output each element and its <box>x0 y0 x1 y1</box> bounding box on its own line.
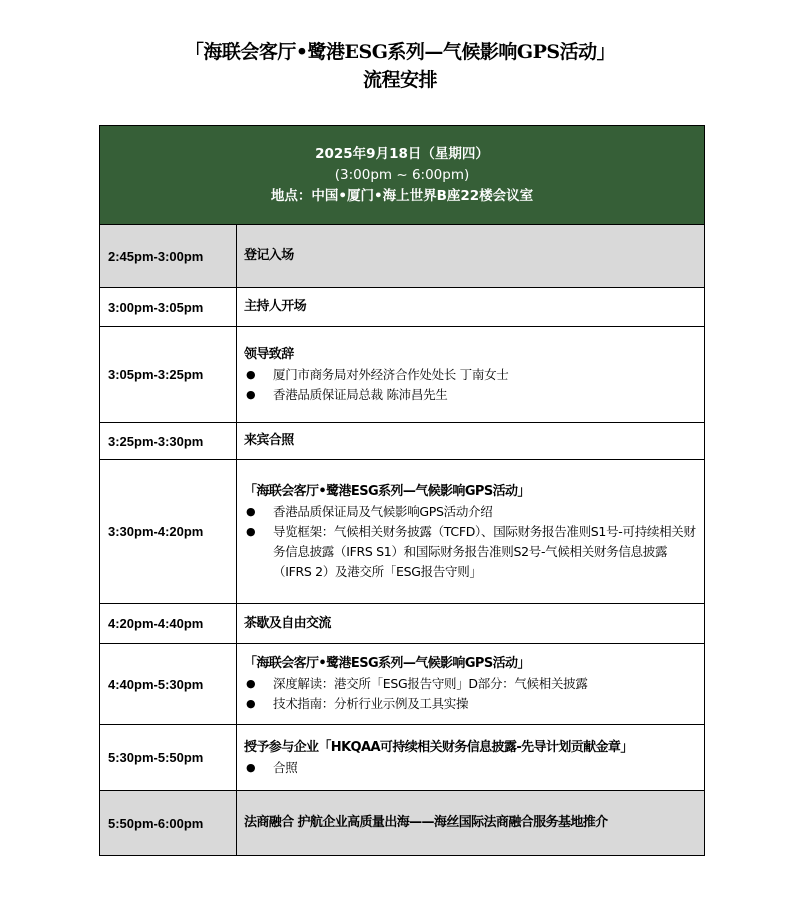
agenda-heading: 法商融合 护航企业高质量出海——海丝国际法商融合服务基地推介 <box>244 815 608 830</box>
title-line-2: 流程安排 <box>362 69 437 91</box>
agenda-heading: 领导致辞 <box>244 346 294 362</box>
schedule-row <box>100 460 704 604</box>
schedule-row <box>100 604 704 644</box>
agenda-item <box>244 674 696 694</box>
agenda-content <box>237 288 704 326</box>
event-time-range: (3:00pm ~ 6:00pm) <box>334 166 470 183</box>
time-slot: 5:30pm-5:50pm <box>100 725 237 790</box>
time-slot: 3:30pm-4:20pm <box>100 460 237 603</box>
bullet-icon: ● <box>246 760 256 774</box>
time-slot: 4:20pm-4:40pm <box>100 604 237 643</box>
schedule-row <box>100 644 704 725</box>
agenda-item-text: 导览框架：气候相关财务披露（TCFD）、国际财务报告准则S1号-可持续相关财务信息披露（IFRS S1）和国际财务报告准则S2号-气候相关财务信息披露（IFRS 2）及港交所「ESG报告守则」 <box>273 523 696 579</box>
agenda-item-text: 深度解读：港交所「ESG报告守则」D部分：气候相关披露 <box>273 676 588 691</box>
agenda-item-text: 技术指南：分析行业示例及工具实操 <box>273 696 469 711</box>
agenda-item <box>244 522 696 582</box>
agenda-heading: 主持人开场 <box>244 299 307 314</box>
event-date: 2025年9月18日（星期四） <box>315 145 489 162</box>
time-slot: 3:00pm-3:05pm <box>100 288 237 326</box>
bullet-icon: ● <box>246 677 256 690</box>
agenda-item <box>244 502 696 522</box>
bullet-icon: ● <box>246 387 256 401</box>
agenda-content <box>237 225 704 287</box>
agenda-heading: 「海联会客厅•鹭港ESG系列—气候影响GPS活动」 <box>244 483 530 499</box>
agenda-content <box>237 644 704 724</box>
time-slot: 5:50pm-6:00pm <box>100 791 237 855</box>
bullet-icon: ● <box>246 504 256 518</box>
schedule-row <box>100 725 704 791</box>
agenda-item-list <box>244 502 696 582</box>
agenda-content <box>237 791 704 855</box>
bullet-icon: ● <box>246 524 256 538</box>
time-slot: 2:45pm-3:00pm <box>100 225 237 287</box>
agenda-heading: 「海联会客厅•鹭港ESG系列—气候影响GPS活动」 <box>244 656 530 671</box>
agenda-content <box>237 327 704 422</box>
agenda-item-text: 香港品质保证局及气候影响GPS活动介绍 <box>273 503 493 519</box>
agenda-heading: 登记入场 <box>244 248 294 263</box>
schedule-row <box>100 225 704 288</box>
agenda-content <box>237 460 704 603</box>
agenda-item-list <box>244 758 696 778</box>
agenda-item-list <box>244 674 696 714</box>
agenda-item <box>244 385 696 405</box>
schedule-row <box>100 288 704 327</box>
time-slot: 3:05pm-3:25pm <box>100 327 237 422</box>
time-slot: 4:40pm-5:30pm <box>100 644 237 724</box>
agenda-item <box>244 694 696 714</box>
bullet-icon: ● <box>246 697 256 710</box>
agenda-item <box>244 365 696 385</box>
agenda-heading: 茶歇及自由交流 <box>244 615 331 631</box>
title-line-1: 「海联会客厅•鹭港ESG系列—气候影响GPS活动」 <box>184 41 616 63</box>
agenda-heading: 来宾合照 <box>244 433 294 448</box>
schedule-row <box>100 791 704 855</box>
agenda-item-list <box>244 365 696 405</box>
event-venue: 地点：中国•厦门•海上世界B座22楼会议室 <box>270 187 534 204</box>
agenda-item-text: 合照 <box>273 759 298 775</box>
agenda-content <box>237 604 704 643</box>
schedule-table <box>99 125 705 856</box>
time-slot: 3:25pm-3:30pm <box>100 423 237 459</box>
agenda-content <box>237 423 704 459</box>
schedule-row <box>100 423 704 460</box>
document-title <box>0 38 800 94</box>
bullet-icon: ● <box>246 367 256 381</box>
agenda-item-text: 厦门市商务局对外经济合作处处长 丁南女士 <box>273 366 509 382</box>
agenda-heading: 授予参与企业「HKQAA可持续相关财务信息披露-先导计划贡献金章」 <box>244 739 633 755</box>
agenda-content <box>237 725 704 790</box>
agenda-item-text: 香港品质保证局总裁 陈沛昌先生 <box>273 386 448 402</box>
schedule-row <box>100 327 704 423</box>
schedule-rows <box>100 225 704 855</box>
schedule-header <box>100 126 704 225</box>
agenda-item <box>244 758 696 778</box>
